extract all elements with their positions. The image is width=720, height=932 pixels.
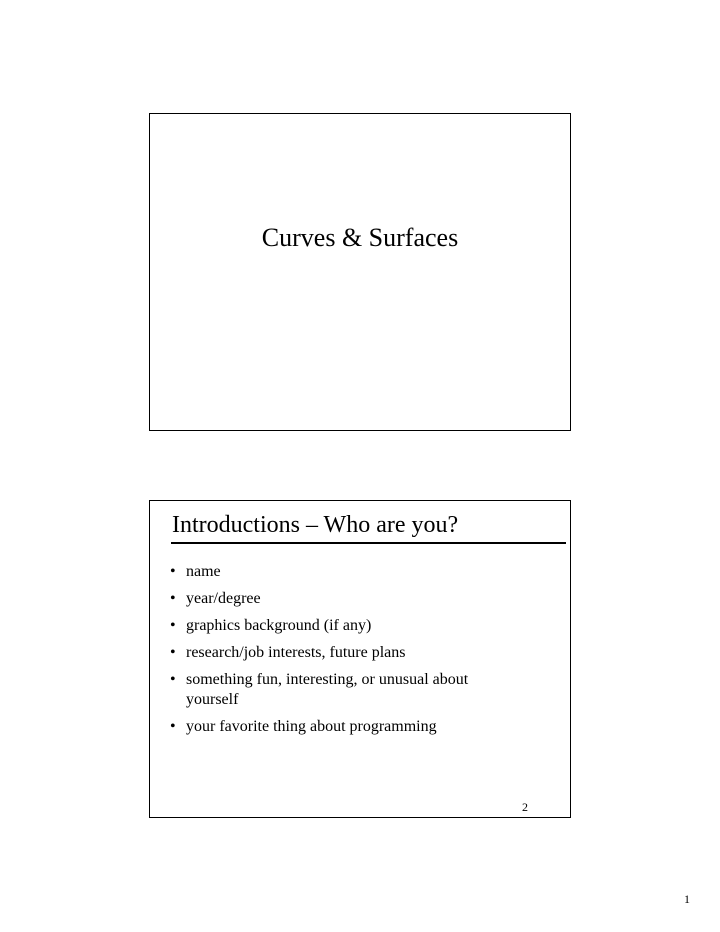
bullet-icon: •: [170, 563, 176, 580]
bullet-icon: •: [170, 617, 176, 634]
list-item-text: research/job interests, future plans: [186, 644, 406, 661]
list-item-text: name: [186, 563, 221, 580]
list-item: [170, 643, 510, 663]
list-item-text: year/degree: [186, 590, 261, 607]
bullet-icon: •: [170, 644, 176, 661]
bullet-icon: •: [170, 590, 176, 607]
title-underline: [171, 542, 566, 544]
list-item: [170, 616, 510, 636]
page-number: 1: [684, 892, 690, 906]
slide-title: Curves & Surfaces: [261, 223, 459, 252]
slide-1: [149, 113, 571, 431]
slide-title: Introductions – Who are you?: [172, 512, 459, 538]
list-item: [170, 670, 510, 710]
slide-number: 2: [522, 800, 528, 814]
list-item: [170, 717, 510, 737]
list-item-text: graphics background (if any): [186, 617, 372, 634]
slide-2: [149, 500, 571, 818]
bullet-icon: •: [170, 718, 176, 735]
bullet-list: [170, 562, 510, 744]
list-item-text: something fun, interesting, or unusual about yourself: [186, 671, 469, 708]
bullet-icon: •: [170, 671, 176, 688]
list-item: [170, 589, 510, 609]
list-item: [170, 562, 510, 582]
list-item-text: your favorite thing about programming: [186, 718, 437, 735]
